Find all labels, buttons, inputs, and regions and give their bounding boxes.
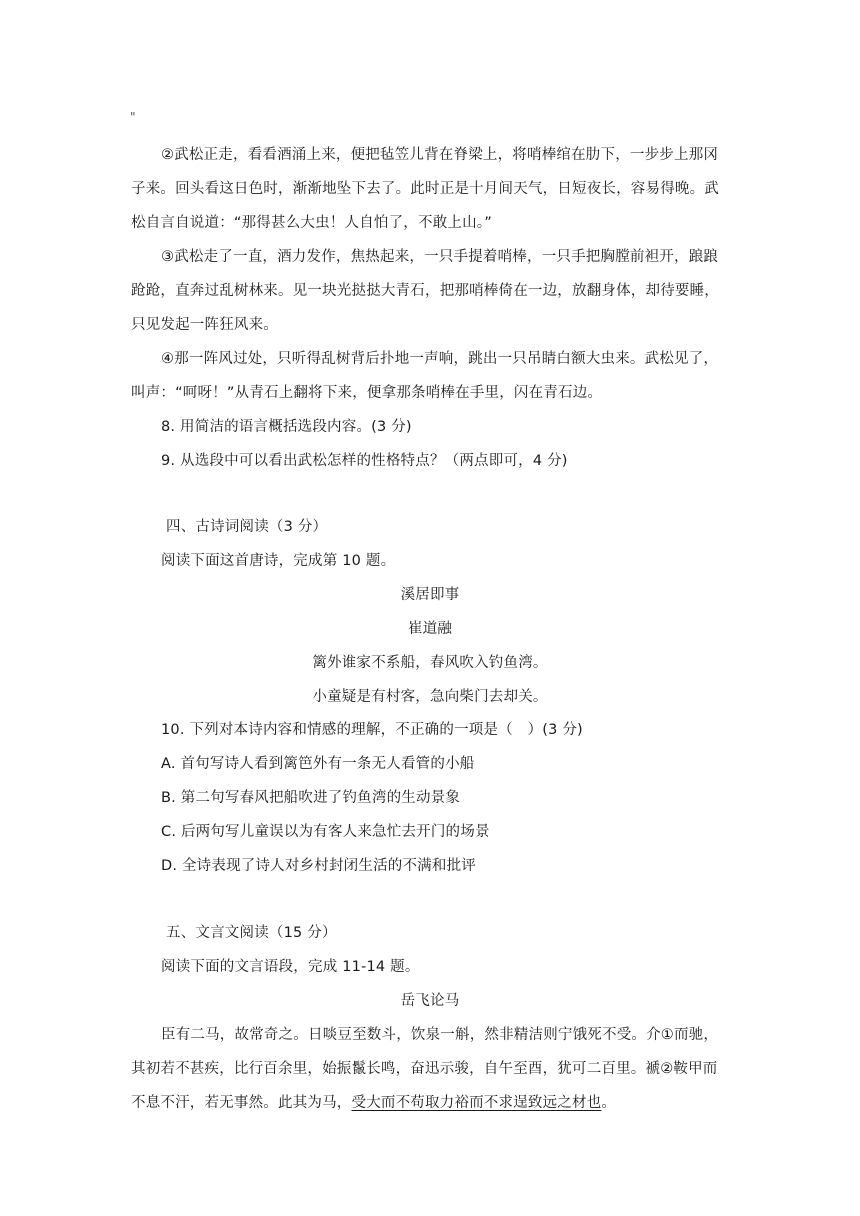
option-d: D. 全诗表现了诗人对乡村封闭生活的不满和批评 bbox=[161, 858, 476, 874]
poem-author: 崔道融 bbox=[407, 621, 453, 637]
underlined-sentence: 受大而不苟取力裕而不求逞致远之材也 bbox=[351, 1095, 602, 1111]
stray-quote-mark: " bbox=[130, 110, 136, 124]
option-c: C. 后两句写儿童误以为有客人来急忙去开门的场景 bbox=[161, 824, 490, 840]
classical-text-line-3 bbox=[131, 1093, 616, 1113]
paragraph-3-line-2: 跄跄，直奔过乱树林来。见一块光挞挞大青石，把那哨棒倚在一边，放翻身体，却待要睡， bbox=[131, 283, 719, 299]
option-a: A. 首句写诗人看到篱笆外有一条无人看管的小船 bbox=[161, 756, 475, 772]
question-10: 10. 下列对本诗内容和情感的理解，不正确的一项是（ ）(3 分) bbox=[161, 722, 583, 738]
classical-text-line-3-start: 不息不汗，若无事然。此其为马， bbox=[131, 1095, 352, 1111]
option-b: B. 第二句写春风把船吹进了钓鱼湾的生动景象 bbox=[161, 790, 461, 806]
classical-text-line-1: 臣有二马，故常奇之。日啖豆至数斗，饮泉一斛，然非精洁则宁饿死不受。介①而驰， bbox=[161, 1027, 719, 1043]
section-5-instruction: 阅读下面的文言语段，完成 11-14 题。 bbox=[161, 959, 420, 975]
poem-line-2: 小童疑是有村客，急向柴门去却关。 bbox=[312, 689, 548, 705]
poem-title: 溪居即事 bbox=[400, 587, 460, 603]
section-4-heading: 四、古诗词阅读（3 分） bbox=[166, 519, 328, 535]
paragraph-2-line-2: 子来。回头看这日色时，渐渐地坠下去了。此时正是十月间天气，日短夜长，容易得晚。武 bbox=[131, 181, 719, 197]
classical-text-title: 岳飞论马 bbox=[400, 993, 460, 1009]
paragraph-4-line-2: 叫声：“呵呀！”从青石上翻将下来，便拿那条哨棒在手里，闪在青石边。 bbox=[131, 385, 603, 401]
section-5-heading: 五、文言文阅读（15 分） bbox=[166, 925, 337, 941]
classical-text-line-2: 其初若不甚疾，比行百余里，始振鬣长鸣，奋迅示骏，自午至酉，犹可二百里。褫②鞍甲而 bbox=[131, 1061, 718, 1077]
poem-line-1: 篱外谁家不系船，春风吹入钓鱼湾。 bbox=[312, 655, 548, 671]
paragraph-3-line-3: 只见发起一阵狂风来。 bbox=[131, 317, 278, 333]
section-4-instruction: 阅读下面这首唐诗，完成第 10 题。 bbox=[161, 553, 396, 569]
question-8: 8. 用简洁的语言概括选段内容。(3 分) bbox=[161, 419, 412, 435]
paragraph-2-line-3: 松自言自说道：“那得甚么大虫！人自怕了，不敢上山。” bbox=[131, 215, 492, 231]
question-9: 9. 从选段中可以看出武松怎样的性格特点？（两点即可，4 分) bbox=[161, 453, 568, 469]
classical-text-line-3-end: 。 bbox=[601, 1095, 617, 1111]
paragraph-4-line-1: ④那一阵风过处，只听得乱树背后扑地一声响，跳出一只吊睛白额大虫来。武松见了， bbox=[161, 351, 719, 367]
paragraph-3-line-1: ③武松走了一直，酒力发作，焦热起来，一只手提着哨棒，一只手把胸膛前袒开，踉踉 bbox=[161, 249, 719, 265]
paragraph-2-line-1: ②武松正走，看看酒涌上来，便把毡笠儿背在脊梁上，将哨棒绾在肋下，一步步上那冈 bbox=[161, 147, 719, 163]
